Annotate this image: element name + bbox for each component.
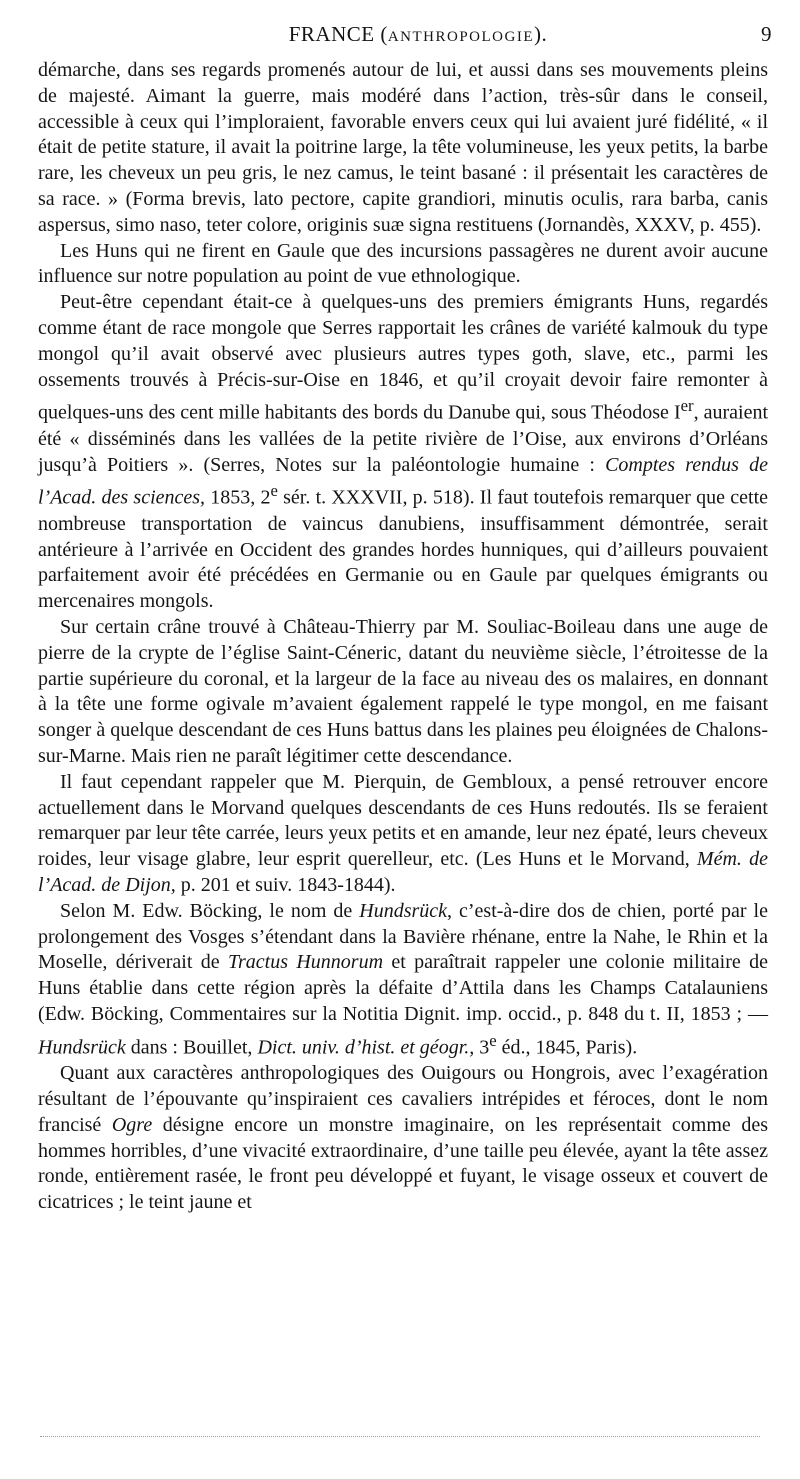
paragraph-ouigours: [38, 1061, 768, 1216]
running-header: [38, 22, 772, 58]
text-run: p. 201 et suiv. 1843-1844).: [175, 874, 396, 897]
citation-title: Dict. univ. d’hist. et géogr.,: [257, 1036, 475, 1059]
superscript: er: [680, 396, 694, 416]
text-run: Quant aux caractères anthropologiques des Ouigours ou Hongrois, avec l’exagération résultant de l’épouvante qu’inspiraient ces cavaliers intrépides et féroces, dont le nom francisé: [38, 1062, 768, 1136]
text-run: Selon M. Edw. Böcking, le nom de: [60, 899, 360, 922]
paragraph-chateau-thierry: Sur certain crâne trouvé à Château-Thierry par M. Souliac-Boileau dans une auge de pierre de la crypte de l’église Saint-Céneric, datant du neuvième siècle, l’étroitesse de la partie supérieure du coronal, et la largeur de la face au niveau des os malaires, en donnant à la tête une forme ogivale m’avaient également rappelé le type mongol, en me faisant songer à quelque descendant de ces Huns battus dans les plaines peu éloignées de Chalons-sur-Marne. Mais rien ne paraît légitimer cette descendance.: [38, 616, 768, 768]
paragraph-continuation: démarche, dans ses regards promenés autour de lui, et aussi dans ses mouvements pleins de majesté. Aimant la guerre, mais modéré dans l’action, très-sûr dans le conseil, accessible à ceux qui l’imploraient, favorable envers ceux qui lui avaient juré fidélité, « il était de petite stature, il avait la poitrine large, la tête volumineuse, les yeux petits, la barbe rare, les cheveux un peu gris, le nez camus, le teint basané : il présentait les caractères de sa race. » (Forma brevis, lato pectore, capite grandiori, minutis oculis, rara barba, canis aspersus, simo naso, teter colore, originis suæ signa restituens (Jornandès, XXXV, p. 455).: [38, 59, 768, 236]
paragraph-pierquin-morvand: [38, 770, 768, 899]
footer-rule: [40, 1436, 760, 1437]
text-run: sér. t. XXXVII, p. 518). Il faut toutefois remarquer que cette nombreuse transportation de vaincus danubiens, insuffisamment démontrée, serait antérieure à l’arrivée en Occident des grandes hordes hunniques, qui d’ailleurs pouvaient parfaitement avoir été précédées en Germanie ou en Gaule par quelques émigrants ou mercenaires mongols.: [38, 487, 769, 613]
running-title: [259, 22, 548, 47]
running-title-end: ).: [534, 22, 548, 46]
page-number: 9: [761, 22, 772, 46]
paragraph-bocking-hundsruck: [38, 899, 768, 1061]
paragraph-huns-influence: Les Huns qui ne firent en Gaule que des incursions passagères ne durent avoir aucune influence sur notre population au point de vue ethnologique.: [38, 239, 768, 288]
document-page: [38, 22, 772, 1216]
text-run: Peut-être cependant était-ce à quelques-uns des premiers émigrants Huns, regardés comme étant de race mongole que Serres rapportait les crânes de variété kalmouk du type mongol qu’il avait observé avec plusieurs autres types goth, slave, etc., parmi les ossements trouvés à Précis-sur-Oise en 1846, et qu’il croyait devoir faire remonter à quelques-uns des cent mille habitants des bords du Danube qui, sous Théodose I: [38, 291, 768, 425]
text-run: , c’est-à-dire dos de chien, porté par le prolongement des Vosges s’étendant dans la Bavière rhénane, entre la Nahe, le Rhin et la Moselle, dériverait de: [38, 899, 768, 974]
text-run: , auraient été « disséminés dans les vallées de la petite rivière de l’Oise, aux environs d’Orléans jusqu’à Poitiers ». (Serres, Notes sur la paléontologie humaine :: [38, 402, 769, 476]
running-title-subtitle: ANTHROPOLOGIE: [387, 29, 535, 45]
superscript: e: [270, 481, 278, 501]
text-run: 3: [474, 1036, 490, 1059]
body-text: [38, 58, 768, 1216]
text-run: désigne encore un monstre imaginaire, on les représentait comme des hommes horribles, d’une vivacité extraordinaire, d’une taille peu élevée, ayant la tête assez ronde, entièrement rasée, le front peu développé et fuyant, le visage osseux et couvert de cicatrices ; le teint jaune et: [38, 1113, 768, 1214]
running-title-main: FRANCE (: [288, 22, 388, 46]
italic-term: Hundsrück: [359, 899, 448, 922]
superscript: e: [489, 1030, 497, 1050]
text-run: éd., 1845, Paris).: [496, 1036, 638, 1059]
text-run: dans : Bouillet,: [125, 1036, 258, 1059]
citation-title: Mém. de l’Acad. de Dijon,: [38, 848, 768, 897]
text-run: 1853, 2: [205, 487, 271, 510]
italic-term: Hundsrück: [38, 1036, 126, 1059]
paragraph-serres-crania: [38, 290, 768, 615]
text-run: et paraîtrait rappeler une colonie militaire de Huns établie dans cette région après la défaite d’Attila dans les Champs Catalauniens (Edw. Böcking, Commentaires sur la Notitia Dignit. imp. occid., p. 848 du t. II, 1853 ; —: [38, 951, 768, 1025]
citation-title: Comptes rendus de l’Acad. des sciences,: [38, 453, 768, 510]
italic-term: Tractus Hunnorum: [227, 951, 384, 974]
italic-term: Ogre: [111, 1113, 153, 1136]
text-run: Il faut cependant rappeler que M. Pierquin, de Gembloux, a pensé retrouver encore actuellement dans le Morvand quelques descendants de ces Huns redoutés. Ils se feraient remarquer par leur tête carrée, leurs yeux petits et en amande, leur nez épaté, leurs cheveux roides, leur visage glabre, leur esprit querelleur, etc. (Les Huns et le Morvand,: [38, 770, 768, 871]
